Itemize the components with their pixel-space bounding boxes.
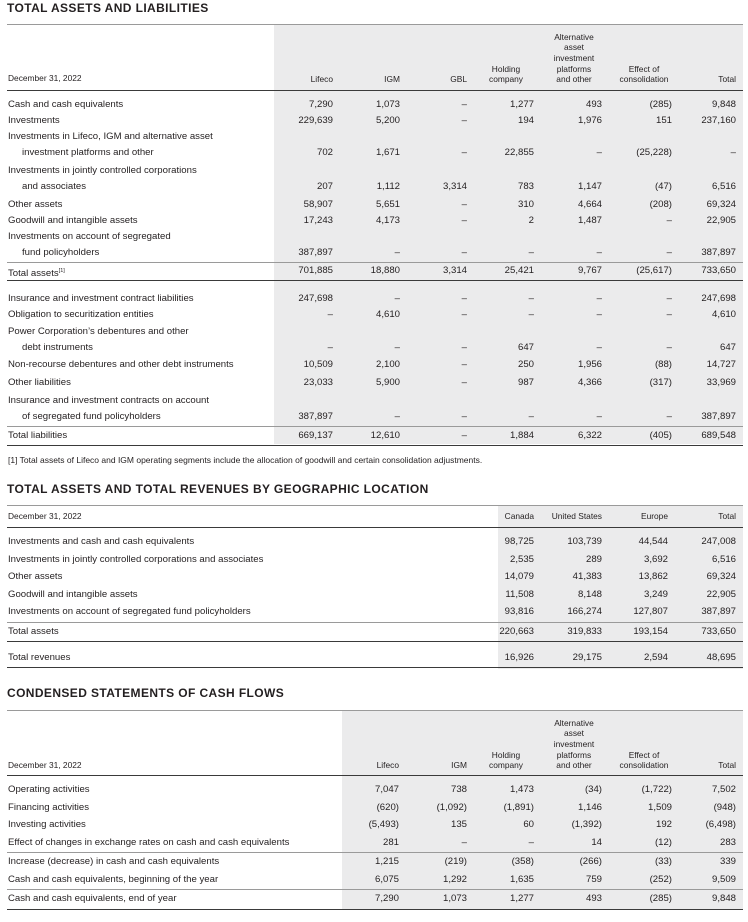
column-header-line: and other [556, 74, 592, 85]
table-cell: 93,816 [504, 606, 534, 617]
row-label: Insurance and investment contracts on account [8, 395, 210, 406]
table-cell: – [596, 147, 602, 158]
table-cell: 8,148 [577, 588, 602, 600]
table-cell: – [596, 411, 602, 422]
table-cell: – [461, 836, 467, 848]
column-header-line: Holding [491, 749, 521, 760]
table-cell: 69,324 [706, 571, 736, 582]
table-cell: 247,698 [701, 293, 736, 304]
table-cell: – [461, 99, 467, 110]
table-cell: – [461, 411, 467, 422]
row-label: Effect of changes in exchange rates on cash and cash equivalents [8, 836, 290, 848]
row-label: and associates [22, 181, 86, 192]
table-cell: 1,635 [509, 873, 534, 885]
table-cell: 247,008 [701, 536, 736, 547]
row-label: Investments [8, 115, 60, 126]
table-cell: 6,516 [711, 181, 736, 192]
table-cell: 44,544 [638, 536, 668, 547]
row-label: Total liabilities [8, 430, 68, 441]
table-cell: 281 [382, 836, 399, 848]
row-label: Increase (decrease) in cash and cash equivalents [8, 856, 220, 867]
table-cell: – [394, 411, 400, 422]
table-cell: 127,807 [633, 606, 668, 617]
row-label: Other liabilities [8, 377, 71, 388]
table-cell: – [596, 342, 602, 353]
column-header-line: platforms [556, 63, 592, 74]
table-cell: 220,663 [499, 625, 534, 637]
table-cell: 9,509 [711, 873, 736, 885]
row-label: Investing activities [8, 819, 86, 830]
table-cell: 237,160 [701, 115, 736, 126]
row-label: Investments in Lifeco, IGM and alternative asset [8, 131, 213, 142]
row-label: Non-recourse debentures and other debt instruments [8, 359, 234, 370]
table-cell: – [666, 411, 672, 422]
table-cell: 387,897 [298, 247, 333, 258]
table-cell: 1,073 [375, 99, 400, 110]
table-cell: (358) [511, 856, 534, 867]
column-header-line: Alternative [554, 31, 594, 42]
table-cell: – [461, 215, 467, 226]
rule [7, 527, 743, 528]
table-cell: 3,314 [442, 181, 467, 192]
row-label: Insurance and investment contract liabilities [8, 293, 194, 304]
table-cell: 151 [655, 115, 672, 126]
row-label: debt instruments [22, 342, 93, 353]
table-cell: (252) [649, 873, 672, 885]
table-cell: – [528, 411, 534, 422]
rule [7, 775, 743, 776]
column-header-line: Alternative [554, 717, 594, 728]
rule [7, 426, 743, 427]
table-cell: 6,516 [711, 553, 736, 565]
table-cell: 339 [719, 856, 736, 867]
table-cell: 5,900 [375, 377, 400, 388]
section-title-assets-liabilities: TOTAL ASSETS AND LIABILITIES [7, 1, 209, 15]
table-cell: (1,722) [641, 784, 672, 795]
table-cell: (6,498) [705, 819, 736, 830]
table-cell: 987 [517, 377, 534, 388]
column-header-line: Lifeco [310, 74, 333, 85]
table-cell: – [461, 147, 467, 158]
rule [7, 852, 743, 853]
table-cell: (208) [649, 199, 672, 210]
table-cell: 41,383 [572, 571, 602, 582]
row-label: Goodwill and intangible assets [8, 215, 138, 226]
table-cell: – [461, 199, 467, 210]
table-cell: 247,698 [298, 293, 333, 304]
rule [7, 622, 743, 623]
footnote: [1] Total assets of Lifeco and IGM operating segments include the allocation of goodwill and certain consolidation adjustments. [8, 455, 483, 465]
table-cell: (88) [654, 359, 672, 370]
table-cell: 647 [517, 342, 534, 353]
table-cell: (620) [376, 801, 399, 813]
table-cell: – [394, 247, 400, 258]
table-cell: (219) [444, 856, 467, 867]
column-header: United States [551, 511, 602, 521]
table-cell: 6,322 [577, 430, 602, 441]
column-header [656, 74, 736, 85]
table-cell: – [327, 309, 333, 320]
table-cell: (1,392) [571, 819, 602, 830]
row-label: Investments in jointly controlled corporations and associates [8, 553, 264, 565]
table-cell: 7,047 [374, 784, 399, 795]
column-header-line: investment [553, 738, 595, 749]
table-cell: – [666, 293, 672, 304]
table-cell: – [461, 359, 467, 370]
table-cell: 229,639 [298, 115, 333, 126]
table-cell: 13,862 [638, 571, 668, 582]
row-label: of segregated fund policyholders [22, 411, 161, 422]
table-cell: – [528, 247, 534, 258]
row-label: Total assets[1] [8, 268, 65, 280]
table-cell: 2,535 [509, 553, 534, 565]
table-cell: 22,855 [504, 147, 534, 158]
table-cell: 103,739 [567, 536, 602, 547]
table-cell: 319,833 [567, 625, 602, 637]
table-cell: 1,473 [509, 784, 534, 795]
column-header-line: and other [556, 760, 592, 771]
table-cell: – [461, 115, 467, 126]
column-header-line: asset [563, 728, 585, 739]
table-cell: 7,502 [711, 784, 736, 795]
row-label: Operating activities [8, 784, 90, 795]
column-header [542, 718, 606, 772]
table-cell: 1,277 [509, 99, 534, 110]
row-label: Total assets [8, 625, 59, 637]
table-cell: 22,905 [706, 588, 736, 600]
rule [7, 641, 743, 642]
table-cell: 22,905 [706, 215, 736, 226]
table-cell: 310 [517, 199, 534, 210]
table-cell: 289 [585, 553, 602, 565]
table-cell: 1,976 [577, 115, 602, 126]
rule [7, 24, 743, 25]
table-cell: 11,508 [505, 588, 534, 600]
table-cell: – [461, 293, 467, 304]
table-cell: 16,926 [504, 651, 534, 663]
column-header-line: Total [718, 760, 736, 771]
table-cell: 14 [591, 836, 602, 848]
table-cell: – [730, 147, 736, 158]
column-header-line: investment [553, 52, 595, 63]
table-cell: 98,725 [504, 536, 534, 547]
table-cell: 12,610 [370, 430, 400, 441]
table-cell: 759 [585, 873, 602, 885]
column-header-line: platforms [556, 749, 592, 760]
table-cell: 58,907 [303, 199, 333, 210]
table-cell: 3,249 [643, 588, 668, 600]
column-header-line: Total [718, 74, 736, 85]
rule [7, 90, 743, 91]
table-cell: 69,324 [706, 199, 736, 210]
column-header: Total [718, 511, 736, 521]
column-header-line: asset [563, 42, 585, 53]
row-label: Investments in jointly controlled corporations [8, 165, 197, 176]
row-label: Cash and cash equivalents, end of year [8, 893, 177, 904]
row-label: Total revenues [8, 651, 71, 663]
table-cell: 1,146 [577, 801, 602, 813]
table-cell: 702 [316, 147, 333, 158]
table-cell: 738 [450, 784, 467, 795]
table-cell: (34) [584, 784, 602, 795]
table-cell: 18,880 [370, 265, 400, 276]
rule [7, 445, 743, 446]
table-cell: 7,290 [374, 893, 399, 904]
table-cell: 1,509 [647, 801, 672, 813]
column-header [474, 750, 538, 771]
date-label: December 31, 2022 [8, 73, 82, 83]
date-label: December 31, 2022 [8, 760, 82, 770]
table-cell: 783 [517, 181, 534, 192]
table-cell: 250 [517, 359, 534, 370]
table-cell: (285) [649, 99, 672, 110]
table-cell: (12) [654, 836, 672, 848]
table-cell: 1,956 [577, 359, 602, 370]
table-cell: 1,277 [509, 893, 534, 904]
rule [7, 889, 743, 890]
table-cell: 7,290 [308, 99, 333, 110]
date-label: December 31, 2022 [8, 511, 82, 521]
row-label: Cash and cash equivalents [8, 99, 124, 110]
row-label: Obligation to securitization entities [8, 309, 154, 320]
table-cell: (33) [654, 856, 672, 867]
table-cell: – [461, 430, 467, 441]
table-cell: 9,848 [711, 99, 736, 110]
column-header: Canada [504, 511, 534, 521]
table-cell: 647 [719, 342, 736, 353]
table-cell: 135 [450, 819, 467, 830]
row-label: Financing activities [8, 801, 90, 813]
table-cell: 14,727 [706, 359, 736, 370]
table-cell: 29,175 [572, 651, 602, 663]
table-cell: 701,885 [298, 265, 333, 276]
table-cell: 689,548 [701, 430, 736, 441]
table-cell: 1,884 [509, 430, 534, 441]
table-cell: – [528, 293, 534, 304]
table-cell: – [394, 342, 400, 353]
table-cell: 493 [585, 893, 602, 904]
rule [7, 280, 743, 281]
table-cell: 1,112 [376, 181, 400, 192]
table-cell: 6,075 [374, 873, 399, 885]
table-cell: 9,767 [577, 265, 602, 276]
table-cell: – [666, 247, 672, 258]
column-header-line: Effect of [628, 63, 660, 74]
table-cell: 14,079 [504, 571, 534, 582]
row-label: Investments on account of segregated [8, 231, 171, 242]
row-label: Investments on account of segregated fund policyholders [8, 606, 251, 617]
rule [7, 505, 743, 506]
table-cell: (285) [649, 893, 672, 904]
row-label: investment platforms and other [22, 147, 154, 158]
column-header: Europe [640, 511, 668, 521]
table-cell: 193,154 [633, 625, 668, 637]
table-cell: (266) [579, 856, 602, 867]
table-cell: 9,848 [711, 893, 736, 904]
rule [7, 710, 743, 711]
column-header-line: company [489, 74, 523, 85]
table-cell: 1,147 [577, 181, 602, 192]
column-header-line: IGM [384, 74, 400, 85]
column-header-line: GBL [450, 74, 467, 85]
table-cell: 4,173 [375, 215, 400, 226]
table-cell: – [327, 342, 333, 353]
column-header-line: consolidation [619, 74, 669, 85]
table-cell: 1,215 [374, 856, 399, 867]
column-header [656, 760, 736, 771]
table-cell: – [528, 836, 534, 848]
column-header-line: Effect of [628, 749, 660, 760]
table-cell: 5,200 [375, 115, 400, 126]
rule [7, 667, 743, 668]
row-label: Investments and cash and cash equivalents [8, 536, 195, 547]
table-cell: – [528, 309, 534, 320]
table-cell: 733,650 [701, 625, 736, 637]
table-cell: – [394, 293, 400, 304]
table-cell: – [666, 342, 672, 353]
table-cell: 33,969 [706, 377, 736, 388]
column-header-line: company [489, 760, 523, 771]
row-label: Other assets [8, 571, 63, 582]
table-cell: 17,243 [303, 215, 333, 226]
table-cell: 1,671 [375, 147, 400, 158]
table-cell: 166,274 [567, 606, 602, 617]
table-cell: – [461, 342, 467, 353]
table-cell: 387,897 [701, 606, 736, 617]
table-cell: 2 [528, 215, 534, 226]
table-cell: 207 [316, 181, 333, 192]
table-cell: 192 [655, 819, 672, 830]
row-label: Goodwill and intangible assets [8, 588, 138, 600]
row-label: fund policyholders [22, 247, 100, 258]
table-cell: 283 [719, 836, 736, 848]
column-header-line: consolidation [619, 760, 669, 771]
row-label: Other assets [8, 199, 63, 210]
table-cell: 1,487 [577, 215, 602, 226]
table-cell: 3,692 [643, 553, 668, 565]
rule [7, 909, 743, 910]
table-cell: 10,509 [303, 359, 333, 370]
table-cell: 4,366 [577, 377, 602, 388]
table-cell: (25,228) [636, 147, 672, 158]
column-header [542, 32, 606, 86]
column-header [387, 74, 467, 85]
table-cell: (405) [649, 430, 672, 441]
table-cell: 25,421 [504, 265, 534, 276]
table-cell: (47) [654, 181, 672, 192]
table-cell: 387,897 [701, 247, 736, 258]
table-cell: – [596, 309, 602, 320]
table-cell: 387,897 [298, 411, 333, 422]
section-title-geographic: TOTAL ASSETS AND TOTAL REVENUES BY GEOGRAPHIC LOCATION [7, 482, 429, 496]
table-cell: – [596, 247, 602, 258]
table-cell: (317) [649, 377, 672, 388]
table-cell: 3,314 [442, 265, 467, 276]
table-cell: 2,594 [643, 651, 668, 663]
section-title-cash-flows: CONDENSED STATEMENTS OF CASH FLOWS [7, 686, 285, 700]
table-cell: – [461, 377, 467, 388]
row-label: Cash and cash equivalents, beginning of the year [8, 873, 219, 885]
table-cell: 2,100 [375, 359, 400, 370]
table-cell: 60 [523, 819, 534, 830]
table-cell: 23,033 [303, 377, 333, 388]
table-cell: 194 [517, 115, 534, 126]
table-cell: – [666, 215, 672, 226]
column-header-line: IGM [451, 760, 467, 771]
table-cell: 4,610 [375, 309, 400, 320]
footnote-mark: [1] [58, 268, 65, 274]
table-cell: 669,137 [298, 430, 333, 441]
table-cell: 1,292 [442, 873, 467, 885]
table-cell: (1,891) [503, 801, 534, 813]
table-cell: (1,092) [436, 801, 467, 813]
table-cell: – [461, 309, 467, 320]
table-cell: 1,073 [442, 893, 467, 904]
table-cell: 387,897 [701, 411, 736, 422]
table-cell: 48,695 [706, 651, 736, 663]
column-header [387, 760, 467, 771]
table-cell: 4,610 [711, 309, 736, 320]
table-cell: – [666, 309, 672, 320]
table-cell: (5,493) [368, 819, 399, 830]
table-cell: (25,617) [636, 265, 672, 276]
table-cell: 5,651 [375, 199, 400, 210]
table-cell: – [596, 293, 602, 304]
table-cell: – [461, 247, 467, 258]
column-header [474, 64, 538, 85]
column-header-line: Lifeco [376, 760, 399, 771]
table-cell: 733,650 [701, 265, 736, 276]
column-header-line: Holding [491, 63, 521, 74]
table-cell: 493 [585, 99, 602, 110]
table-cell: (948) [713, 801, 736, 813]
row-label: Power Corporation’s debentures and other [8, 326, 189, 337]
table-cell: 4,664 [577, 199, 602, 210]
